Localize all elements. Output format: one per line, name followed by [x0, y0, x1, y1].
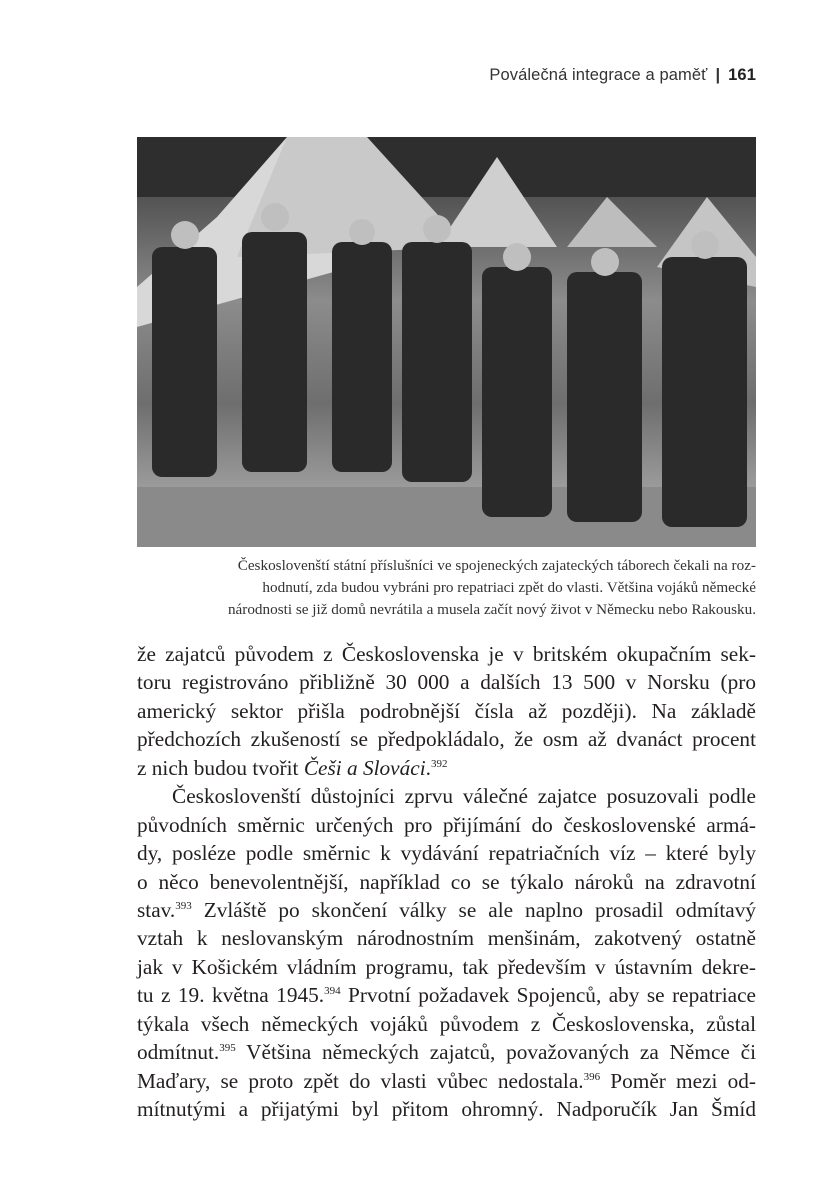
footnote-ref: 395 — [219, 1042, 236, 1055]
text-segment: původních směrnic určených pro přijímání do československé armá- — [137, 812, 756, 837]
text-segment: Poměr mezi od- — [600, 1068, 756, 1093]
text-line — [137, 697, 756, 725]
text-segment: Prvotní požadavek Spojenců, aby se repatriace — [340, 983, 757, 1008]
text-line — [137, 896, 756, 924]
photo-caption — [137, 555, 756, 621]
text-line — [137, 754, 756, 782]
footnote-ref: 394 — [324, 985, 341, 998]
header-separator: | — [715, 66, 721, 84]
text-segment: předchozích zkušeností se předpokládalo, že osm až dvanáct procent — [137, 727, 756, 752]
caption-line: hodnutí, zda budou vybráni pro repatriaci zpět do vlasti. Většina vojáků německé — [262, 579, 756, 596]
text-segment: americký sektor přišla podrobnější čísla až později). Na základě — [137, 698, 756, 723]
caption-line: národnosti se již domů nevrátila a musela začít nový život v Německu nebo Rakousku. — [227, 601, 756, 618]
text-line — [137, 924, 756, 952]
caption-line: Českoslovenští státní příslušníci ve spojeneckých zajateckých táborech čekali na roz- — [237, 557, 756, 574]
text-segment: . — [425, 755, 431, 780]
running-header — [489, 66, 756, 85]
body-text — [137, 640, 756, 1123]
text-segment: Většina německých zajatců, považovaných za Němce či — [235, 1040, 756, 1065]
page-number: 161 — [728, 66, 756, 84]
text-segment: Maďary, se proto zpět do vlasti vůbec nedostala. — [137, 1068, 584, 1093]
text-line — [137, 782, 756, 810]
text-segment: jak v Košickém vládním programu, tak především v ústavním dekre- — [137, 954, 756, 979]
running-title: Poválečná integrace a paměť — [489, 66, 708, 84]
text-segment: Zvláště po skončení války se ale naplno prosadil odmítavý — [191, 897, 756, 922]
footnote-ref: 396 — [583, 1070, 601, 1083]
text-segment: mítnutými a přijatými byl přitom ohromný. Nadporučík Jan Šmíd — [137, 1097, 756, 1121]
text-line — [137, 953, 756, 981]
text-line — [137, 640, 756, 668]
text-line — [137, 725, 756, 753]
text-segment: že zajatců původem z Československa je v britském okupačním sek- — [137, 642, 756, 666]
text-segment: z nich budou tvořit — [137, 755, 304, 780]
text-line — [137, 868, 756, 896]
text-line — [137, 981, 756, 1009]
text-line — [137, 1067, 756, 1095]
text-segment: o něco benevolentnější, například co se týkalo nároků na zdravotní — [137, 869, 756, 894]
text-line — [137, 811, 756, 839]
historical-photo — [137, 137, 756, 547]
text-segment: vztah k neslovanským národnostním menšinám, zakotvený ostatně — [137, 926, 756, 951]
text-line — [137, 668, 756, 696]
footnote-ref: 393 — [175, 899, 192, 912]
text-segment: dy, posléze podle směrnic k vydávání repatriačních víz – které byly — [137, 841, 756, 866]
footnote-ref: 392 — [430, 757, 448, 770]
text-segment: Českoslovenští důstojníci zprvu válečné zajatce posuzovali podle — [172, 784, 756, 809]
italic-text: Češi a Slováci — [303, 755, 426, 780]
text-line — [137, 839, 756, 867]
text-line — [137, 1095, 756, 1123]
text-segment: odmítnut. — [137, 1040, 220, 1065]
text-segment: stav. — [137, 897, 176, 922]
text-segment: toru registrováno přibližně 30 000 a dalších 13 500 v Norsku (pro — [137, 670, 756, 695]
text-line — [137, 1010, 756, 1038]
text-segment: týkala všech německých vojáků původem z Československa, zůstal — [137, 1011, 756, 1036]
text-segment: tu z 19. května 1945. — [137, 983, 325, 1008]
text-line — [137, 1038, 756, 1066]
